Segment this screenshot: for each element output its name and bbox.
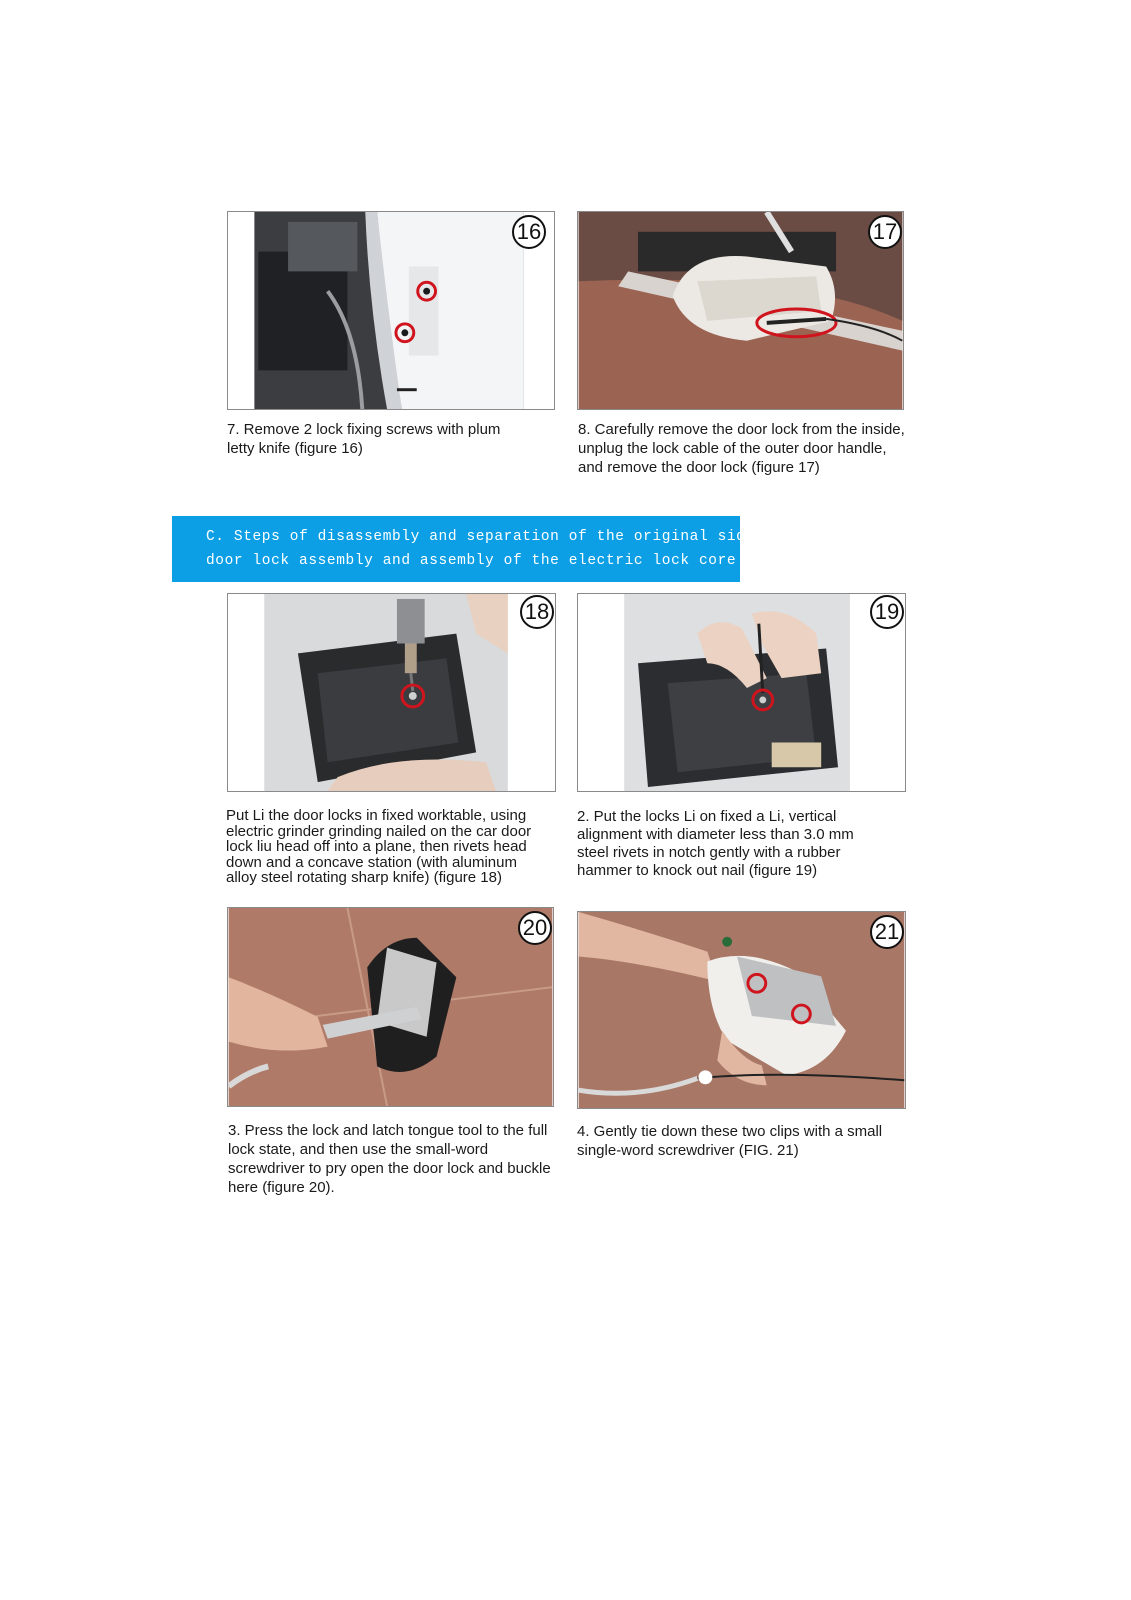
section-banner-line-2: door lock assembly and assembly of the electric lock core — [206, 553, 737, 569]
car-door-open-illustration — [228, 212, 554, 409]
figure-18-caption: Put Li the door locks in fixed worktable, using electric grinder grinding nailed on the car door lock liu head off into a plane, then rivets head down and a concave station (with aluminum alloy steel rotating sharp knife) (figure 18) — [226, 807, 532, 886]
figure-18-photo — [227, 593, 556, 792]
latch-tool-illustration — [228, 908, 553, 1106]
figure-19-photo — [577, 593, 906, 792]
section-banner-line-1: C. Steps of disassembly and separation of the original side — [206, 529, 755, 545]
figure-17-caption: 8. Carefully remove the door lock from the inside, unplug the lock cable of the outer door handle, and remove the door lock (figure 17) — [578, 421, 905, 476]
figure-number-badge: 20 — [518, 911, 552, 945]
figure-21-caption: 4. Gently tie down these two clips with a small single-word screwdriver (FIG. 21) — [577, 1123, 883, 1159]
figure-16-photo — [227, 211, 555, 410]
figure-number-badge: 16 — [512, 215, 546, 249]
figure-number-badge: 18 — [520, 595, 554, 629]
door-lock-removal-illustration — [578, 212, 903, 409]
figure-17-photo — [577, 211, 904, 410]
figure-number-badge: 17 — [868, 215, 902, 249]
figure-19-caption: 2. Put the locks Li on fixed a Li, vertical alignment with diameter less than 3.0 mm steel rivets in notch gently with a rubber hammer to knock out nail (figure 19) — [577, 808, 854, 879]
untie-clips-illustration — [578, 912, 905, 1108]
figure-20-photo — [227, 907, 554, 1107]
figure-21-photo — [577, 911, 906, 1109]
knocking-rivet-illustration — [578, 594, 905, 791]
figure-number-badge: 19 — [870, 595, 904, 629]
figure-number-badge: 21 — [870, 915, 904, 949]
section-banner — [172, 516, 755, 582]
grinding-rivet-illustration — [228, 594, 555, 791]
figure-20-caption: 3. Press the lock and latch tongue tool to the full lock state, and then use the small-word screwdriver to pry open the door lock and buckle here (figure 20). — [228, 1122, 551, 1196]
figure-16-caption: 7. Remove 2 lock fixing screws with plum letty knife (figure 16) — [227, 421, 501, 457]
